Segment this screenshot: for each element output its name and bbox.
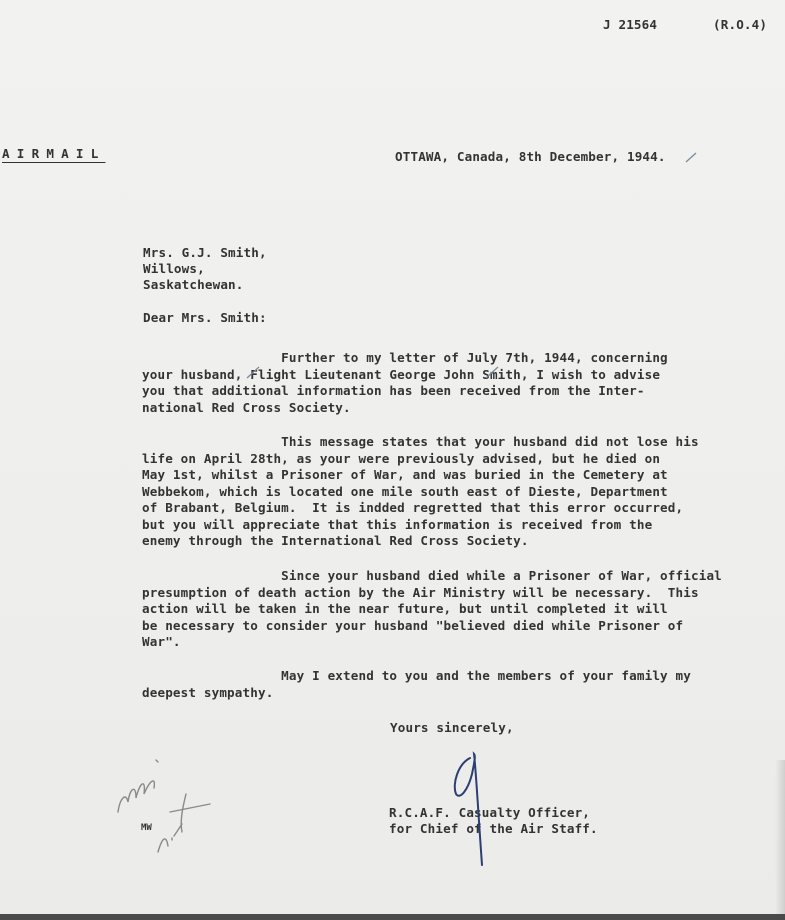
closing: Yours sincerely, — [390, 720, 514, 735]
paragraph-line: but you will appreciate that this information is received from the — [142, 516, 653, 532]
paragraph-1 — [142, 350, 752, 416]
paragraph-2 — [142, 434, 752, 550]
paragraph-line: deepest sympathy. — [142, 684, 274, 700]
paragraph-line: May I extend to you and the members of your family my — [142, 668, 691, 683]
check-mark-icon — [684, 150, 698, 164]
form-reference: (R.O.4) — [713, 17, 768, 32]
salutation: Dear Mrs. Smith: — [143, 310, 267, 325]
paragraph-4 — [142, 668, 752, 701]
paragraph-line: May 1st, whilst a Prisoner of War, and was buried in the Cemetery at — [142, 467, 668, 482]
address-line-2: Willows, — [143, 261, 205, 276]
scan-bottom-edge — [0, 914, 785, 920]
paper-edge-shadow — [775, 760, 785, 914]
paragraph-line: of Brabant, Belgium. It is indded regretted that this error occurred, — [142, 500, 684, 515]
paragraph-line: enemy through the International Red Cross Society. — [142, 533, 529, 548]
paragraph-line: your husband, Flight Lieutenant George John Smith, I wish to advise — [142, 366, 661, 382]
paragraph-line: national Red Cross Society. — [142, 399, 351, 415]
paragraph-line: War". — [142, 634, 181, 649]
dateline: OTTAWA, Canada, 8th December, 1944. — [395, 149, 666, 164]
paragraph-3 — [142, 568, 752, 651]
paragraph-line: presumption of death action by the Air Ministry will be necessary. This — [142, 584, 699, 600]
paragraph-line: Webbekom, which is located one mile south east of Dieste, Department — [142, 483, 668, 499]
check-mark-icon — [245, 364, 261, 380]
paragraph-line: life on April 28th, as your were previously advised, but he died on — [142, 450, 661, 466]
handwritten-signature-icon — [448, 750, 488, 870]
airmail-marking: AIRMAIL — [2, 146, 106, 161]
paragraph-line: be necessary to consider your husband "believed died while Prisoner of — [142, 617, 684, 633]
paragraph-line: This message states that your husband did not lose his — [142, 434, 699, 449]
file-reference: J 21564 — [603, 17, 658, 32]
check-mark-icon — [484, 364, 500, 380]
pencil-annotation-icon — [110, 740, 220, 860]
paragraph-line: Further to my letter of July 7th, 1944, concerning — [142, 350, 668, 365]
paragraph-line: you that additional information has been received from the Inter- — [142, 383, 645, 398]
paragraph-line: Since your husband died while a Prisoner of War, official — [142, 568, 722, 583]
paragraph-line: action will be taken in the near future, but until completed it will — [142, 601, 668, 616]
signature-title-line-2: for Chief of the Air Staff. — [389, 821, 598, 836]
signature-title-line-1: R.C.A.F. Casualty Officer, — [389, 805, 591, 820]
address-line-3: Saskatchewan. — [143, 277, 244, 292]
address-line-1: Mrs. G.J. Smith, — [143, 245, 267, 260]
typist-initials: MW — [141, 823, 152, 833]
